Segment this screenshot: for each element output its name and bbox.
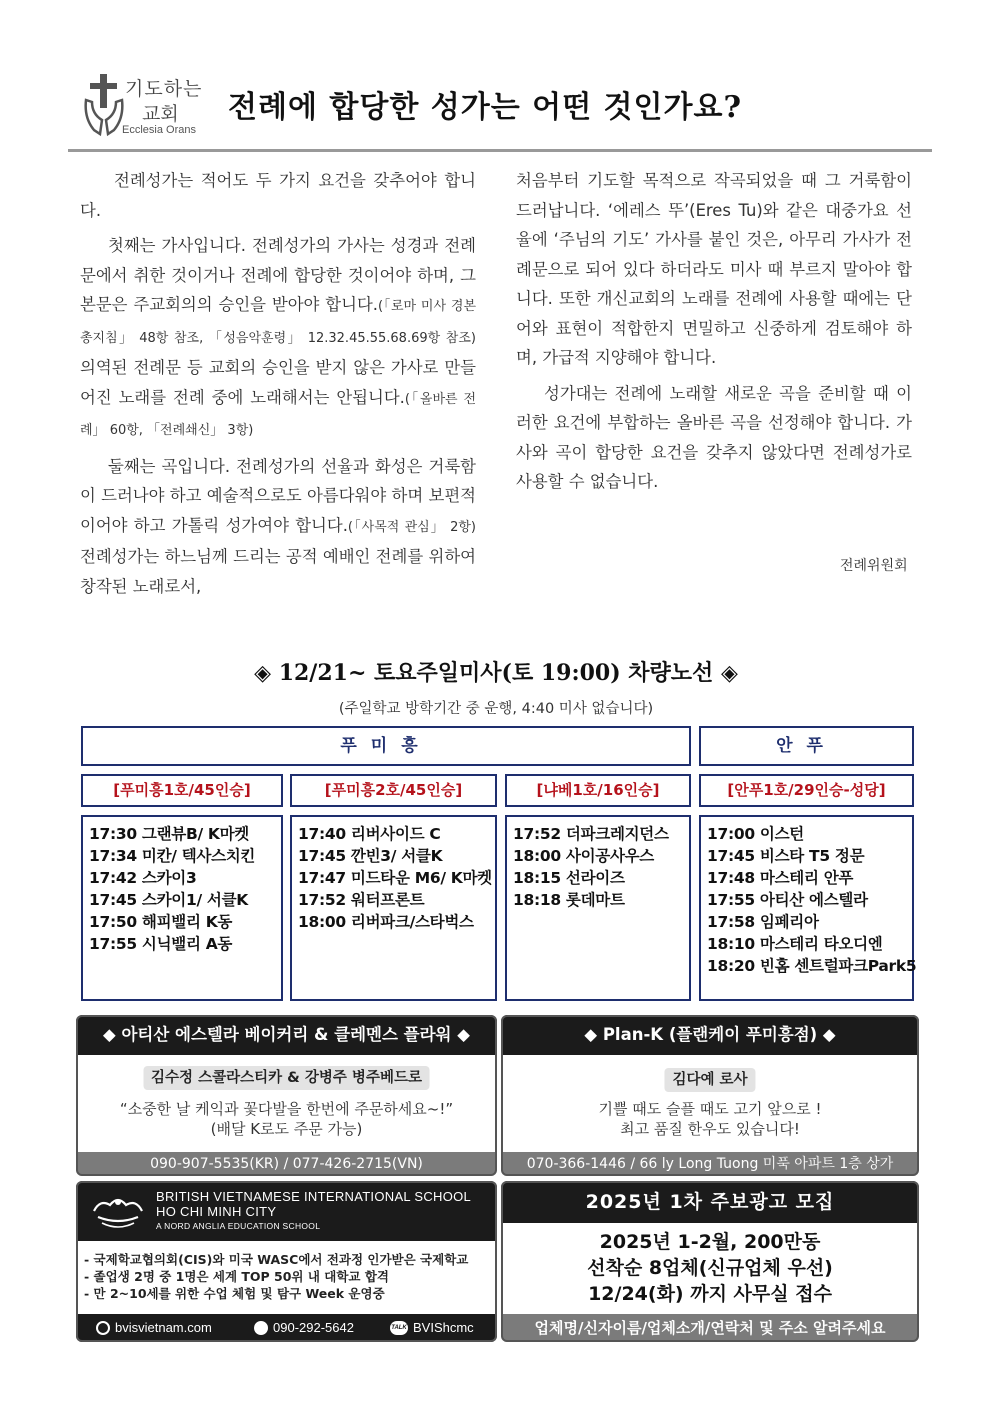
article-paragraph-2 <box>80 231 476 446</box>
ad-bakery-flower <box>76 1015 497 1176</box>
route-stop: 17:00 이스턴 <box>707 825 804 843</box>
article-paragraph-3 <box>80 452 476 602</box>
route-stop: 17:52 더파크레지던스 <box>513 825 669 843</box>
article-signature: 전례위원회 <box>840 558 908 574</box>
paragraph-2-text-a: 첫째는 가사입니다. 전례성가의 가사는 성경과 전례문에서 취한 것이거나 전례에 합당한 것이어야 하며, 그 본문은 주교회의의 승인을 받아야 합니다. <box>80 236 476 314</box>
region-an-phu: 안푸 <box>699 726 914 766</box>
ad-plan-k-contact: 070-366-1446 / 66 ly Long Tuong 미푹 아파트 1층 상가 <box>501 1152 919 1176</box>
ad-plan-k-owner-tag: 김다예 로사 <box>664 1068 755 1092</box>
route-stop: 18:20 빈홈 센트럴파크Park5 <box>707 957 917 975</box>
article-column-right <box>516 166 912 503</box>
route-stop: 17:42 스카이3 <box>89 869 197 887</box>
ad-recruitment-header: 2025년 1차 주보광고 모집 <box>501 1181 919 1223</box>
route-stop: 17:55 시닉밸리 A동 <box>89 935 233 953</box>
header-divider <box>68 149 932 152</box>
bus-schedule-title: ◈ 12/21~ 토요주일미사(토 19:00) 차량노선 ◈ <box>254 660 738 686</box>
paragraph-2-reference-2: (「올바른 전례」 60항, 「전례쇄신」 3항) <box>80 391 477 438</box>
church-logo <box>80 70 205 140</box>
route-stop: 17:52 워터프론트 <box>298 891 425 909</box>
logo-text-line2: 교회 <box>142 103 179 125</box>
article-paragraph-4: 처음부터 기도할 목적으로 작곡되었을 때 그 거룩함이 드러납니다. ‘에레스 뚜’(Eres Tu)와 같은 대중가요 선율에 ‘주님의 기도’ 가사를 붙인 것은, 아무리 가사가 전례문으로 되어 있다 하더라도 미사 때 부르지 말아야 합니다. 또한 개신교회의 노래를 전례에 사용할 때에는 단어와 표현이 적합한지 면밀하고 신중하게 검토해야 하며, 가급적 지양해야 합니다. <box>516 171 912 367</box>
route-stop: 18:15 선라이즈 <box>513 869 625 887</box>
route-header-4: [안푸1호/29인승-성당] <box>699 774 914 807</box>
talk-icon: TALK <box>390 1321 408 1335</box>
ad-bvis-bullets <box>84 1251 468 1302</box>
region-phu-my-hung: 푸미흥 <box>81 726 691 766</box>
ad-bvis-bullet: - 국제학교협의회(CIS)와 미국 WASC에서 전과정 인가받은 국제학교 <box>84 1252 469 1267</box>
ad-bvis-bullet: - 졸업생 2명 중 1명은 세계 TOP 50위 내 대학교 합격 <box>84 1269 390 1284</box>
route-stop: 17:45 비스타 T5 정문 <box>707 847 865 865</box>
ad-recruitment-details <box>501 1229 919 1307</box>
ad-bvis-header <box>76 1181 497 1241</box>
paragraph-3-text-a: 둘째는 곡입니다. 전례성가의 선율과 화성은 거룩함이 드러나야 하고 예술적으로도 아름다워야 하며 보편적이어야 하고 가톨릭 성가여야 합니다. <box>80 456 476 535</box>
logo-text-line1: 기도하는 <box>125 78 203 100</box>
bus-schedule-subtitle: (주일학교 방학기간 중 운행, 4:40 미사 없습니다) <box>338 701 654 717</box>
ad-plan-k-header: ◆ Plan-K (플랜케이 푸미흥점) ◆ <box>501 1015 919 1055</box>
ad-bakery-owner-tag: 김수정 스콜라스티카 & 강병주 병주베드로 <box>143 1066 430 1090</box>
route-stop: 17:58 임페리아 <box>707 913 819 931</box>
route-stops-3 <box>505 815 691 1001</box>
ad-bvis-tagline: A NORD ANGLIA EDUCATION SCHOOL <box>156 1221 321 1231</box>
route-stops-1 <box>81 815 283 1001</box>
route-stops-4 <box>699 815 917 1001</box>
ad-recruitment-footer: 업체명/신자이름/업체소개/연락처 및 주소 알려주세요 <box>501 1314 919 1342</box>
route-stop: 17:50 해피밸리 K동 <box>89 913 233 931</box>
ad-plan-k <box>501 1015 919 1176</box>
phone-icon <box>254 1321 268 1335</box>
article-paragraph-1: 전례성가는 적어도 두 가지 요건을 갖추어야 합니다. <box>80 171 476 220</box>
ad-recruitment-line: 12/24(화) 까지 사무실 접수 <box>588 1283 832 1305</box>
paragraph-2-text-b: 의역된 전례문 등 교회의 승인을 받지 않은 가사로 만들어진 노래를 전례 중에 노래해서는 안됩니다. <box>80 358 476 407</box>
paragraph-2-reference-1: (「로마 미사 경본 총지침」 48항 참조, 「성음악훈령」 12.32.45.55.68.69항 참조) <box>80 299 476 346</box>
route-stop: 17:55 아티산 에스텔라 <box>707 891 868 909</box>
ad-bvis-name-line1: BRITISH VIETNAMESE INTERNATIONAL SCHOOL <box>156 1189 472 1204</box>
cross-hands-icon <box>80 70 128 140</box>
route-stop: 18:00 사이공사우스 <box>513 847 654 865</box>
ad-bakery-header: ◆ 아티산 에스텔라 베이커리 & 클레멘스 플라워 ◆ <box>76 1015 497 1055</box>
ad-bvis-phone: 090-292-5642 <box>254 1314 354 1342</box>
route-stop: 18:00 리버파크/스타벅스 <box>298 913 474 931</box>
ad-recruitment-line: 선착순 8업체(신규업체 우선) <box>587 1257 833 1279</box>
ad-bvis-name <box>156 1189 471 1219</box>
route-stop: 17:47 미드타운 M6/ K마켓 <box>298 869 492 887</box>
route-stops-2 <box>290 815 497 1001</box>
route-header-2: [푸미흥2호/45인승] <box>290 774 497 807</box>
ad-plan-k-slogan: 기쁠 때도 슬플 때도 고기 앞으로 ! <box>598 1100 822 1118</box>
ad-bvis-web: bvisvietnam.com <box>96 1314 212 1342</box>
route-header-1: [푸미흥1호/45인승] <box>81 774 283 807</box>
route-stop: 18:10 마스테리 타오디엔 <box>707 935 883 953</box>
article-paragraph-5: 성가대는 전례에 노래할 새로운 곡을 준비할 때 이러한 요건에 부합하는 올바른 곡을 선정해야 합니다. 가사와 곡이 합당한 요건을 갖추지 않았다면 전례성가로 사용할 수 없습니다. <box>516 383 912 491</box>
ad-bakery-contact: 090-907-5535(KR) / 077-426-2715(VN) <box>76 1152 497 1176</box>
route-stop: 18:18 롯데마트 <box>513 891 625 909</box>
ad-bvis-bullet: - 만 2~10세를 위한 수업 체험 및 탐구 Week 운영중 <box>84 1286 385 1301</box>
article-column-left <box>80 166 476 607</box>
route-stop: 17:30 그랜뷰B/ K마켓 <box>89 825 249 843</box>
route-stop: 17:40 리버사이드 C <box>298 825 441 843</box>
route-stop: 17:34 미칸/ 텍사스치킨 <box>89 847 256 865</box>
logo-subtext: Ecclesia Orans <box>122 124 196 136</box>
ad-bvis-school <box>76 1181 497 1342</box>
ad-plan-k-quality: 최고 품질 한우도 있습니다! <box>620 1120 800 1138</box>
ad-recruitment <box>501 1181 919 1342</box>
paragraph-3-text-b: 전례성가는 하느님께 드리는 공적 예배인 전례를 위하여 창작된 노래로서, <box>80 547 476 596</box>
ad-bvis-footer <box>76 1314 497 1342</box>
school-crest-icon <box>90 1191 146 1231</box>
route-header-3: [냐베1호/16인승] <box>505 774 691 807</box>
ad-bakery-slogan: “소중한 날 케익과 꽃다발을 한번에 주문하세요~!” <box>119 1100 454 1118</box>
paragraph-3-reference: (「사목적 관심」 2항) <box>347 519 476 535</box>
route-stop: 17:45 스카이1/ 서클K <box>89 891 248 909</box>
route-stop: 17:48 마스테리 안푸 <box>707 869 854 887</box>
route-stop: 17:45 깐빈3/ 서클K <box>298 847 443 865</box>
ad-recruitment-line: 2025년 1-2월, 200만동 <box>599 1231 821 1253</box>
globe-icon <box>96 1321 110 1335</box>
ad-bvis-kakao: TALK BVIShcmc <box>391 1320 474 1335</box>
ad-bakery-delivery: (배달 K로도 주문 가능) <box>210 1120 363 1138</box>
page-title: 전례에 합당한 성가는 어떤 것인가요? <box>228 90 743 125</box>
ad-bvis-name-line2: HO CHI MINH CITY <box>156 1204 277 1219</box>
